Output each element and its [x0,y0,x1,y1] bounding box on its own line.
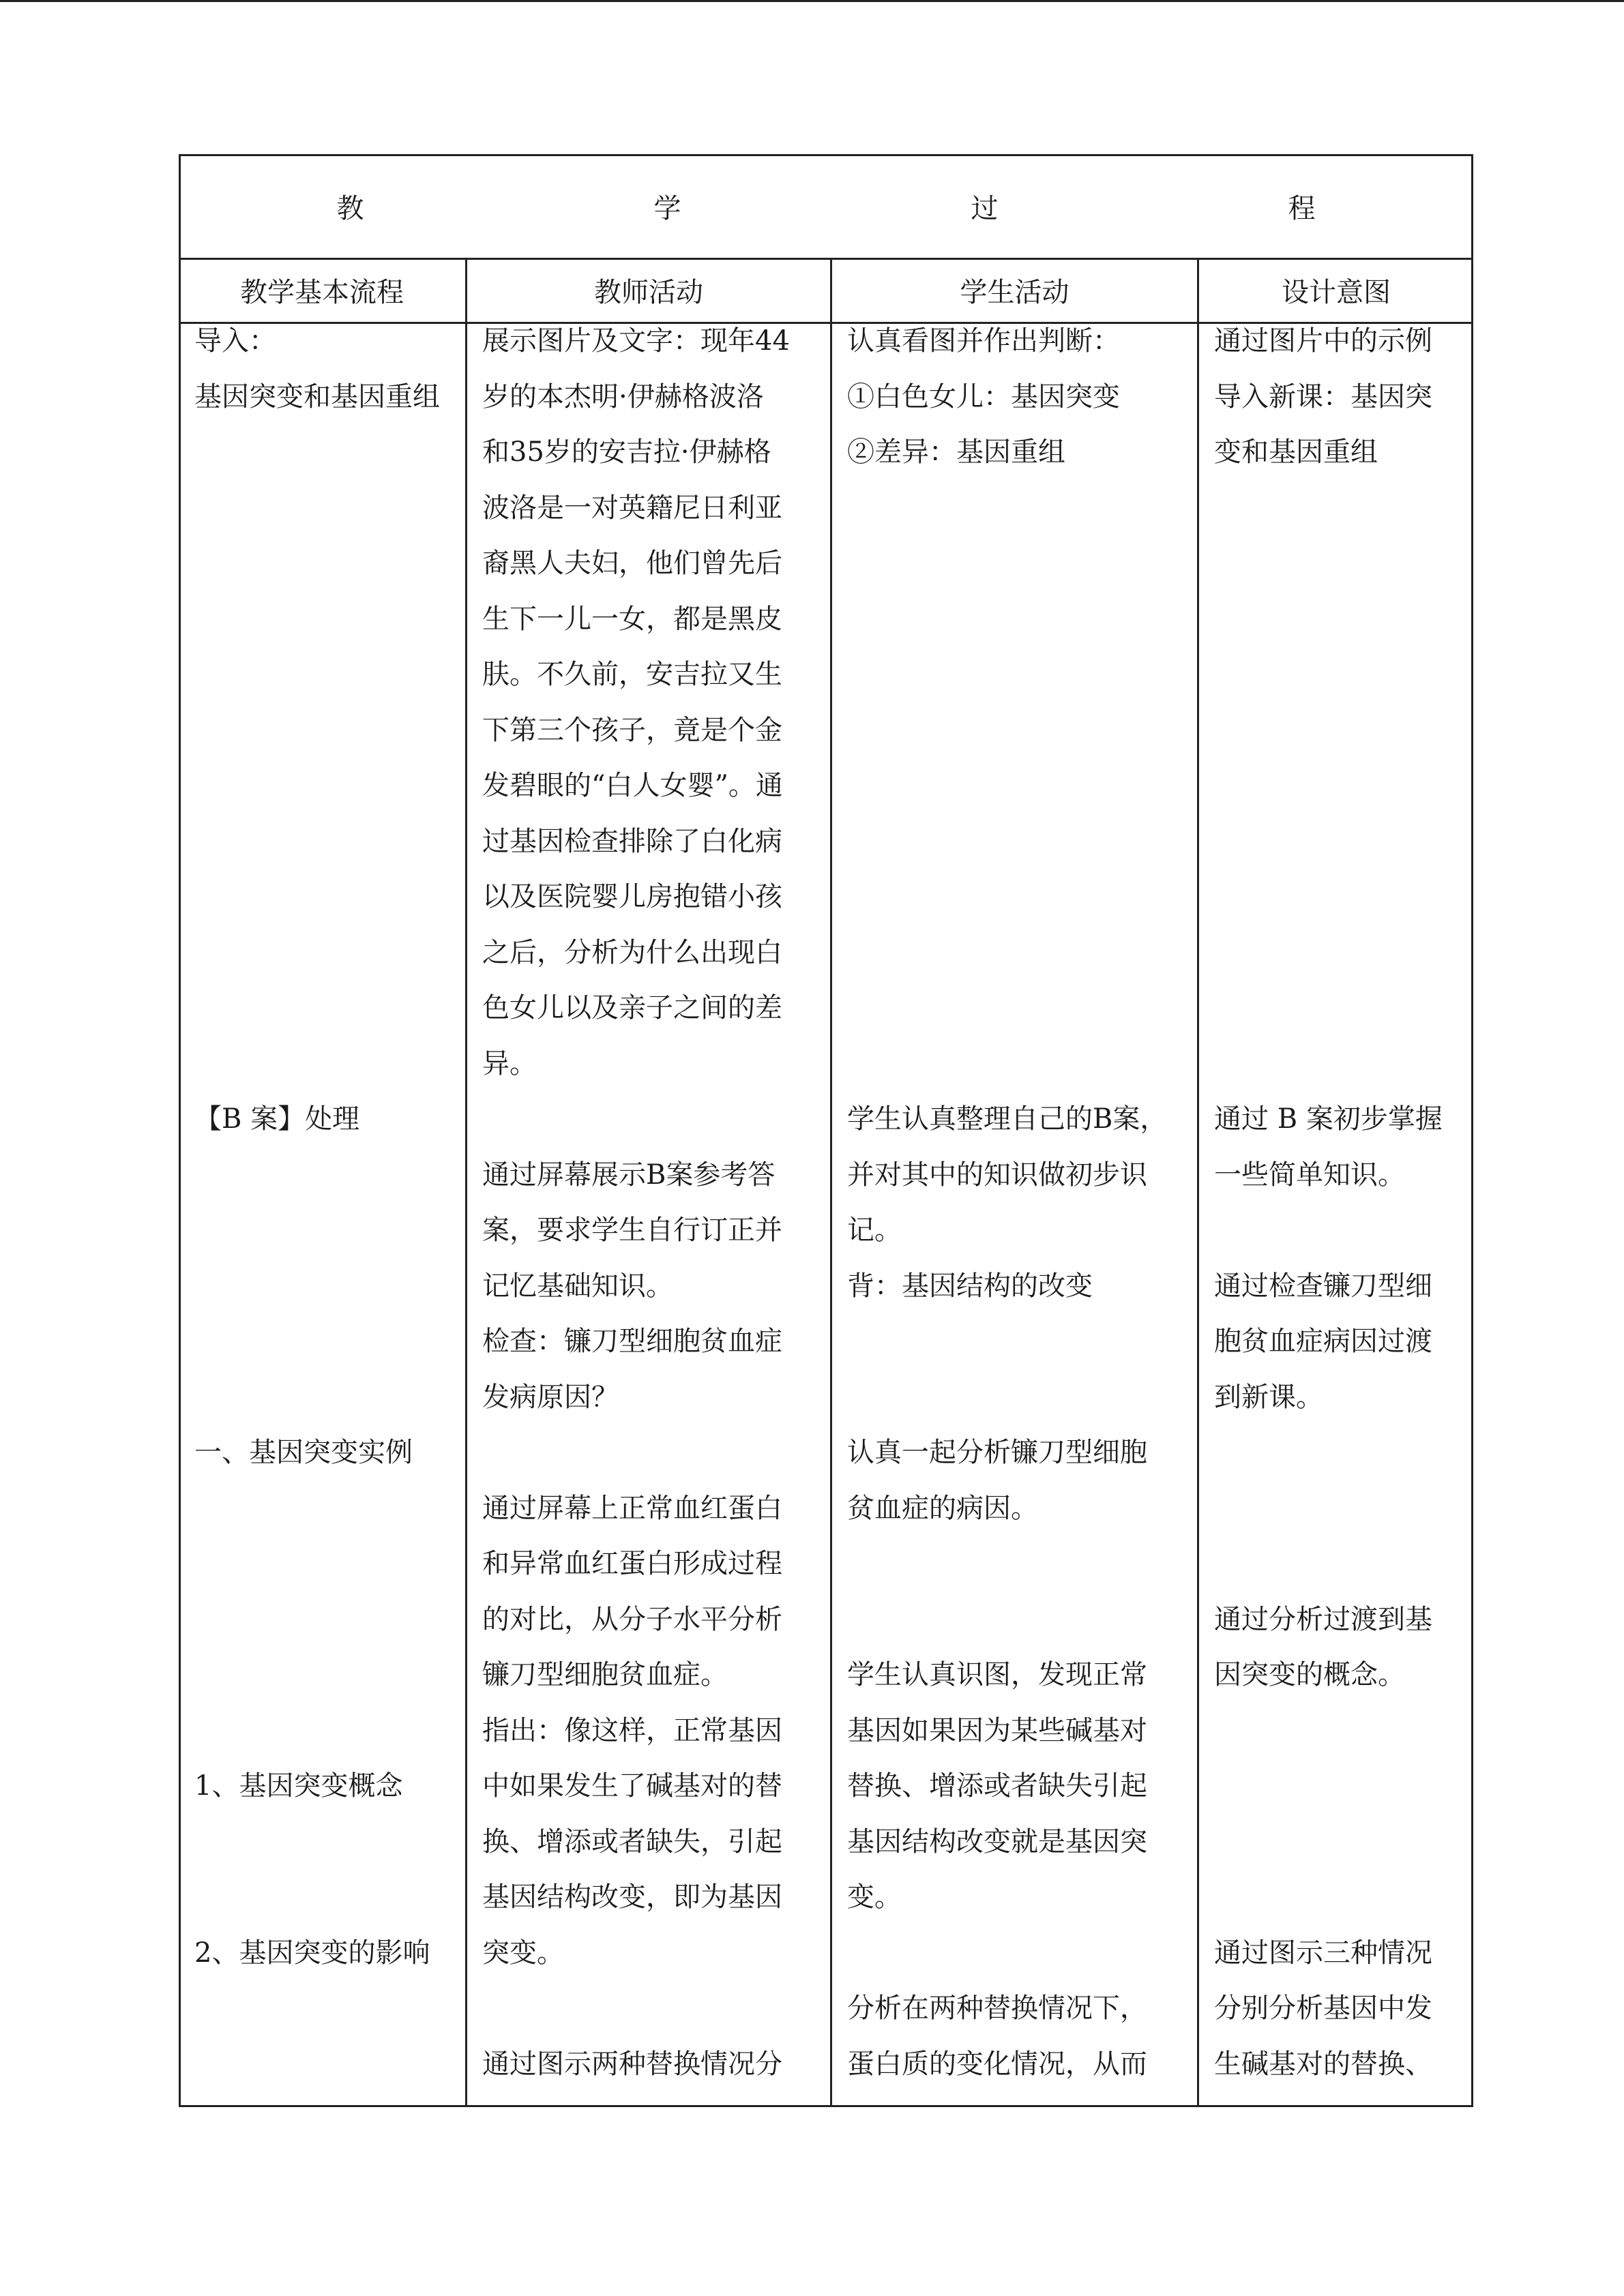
teacher-line: 异。 [482,1047,537,1079]
student-line: ①白色女儿：基因突变 [847,381,1120,413]
intent-line: 导入新课：基因突 [1214,381,1432,413]
page-top-rule [0,0,1624,2]
flow-line: 一、基因突变实例 [194,1437,413,1468]
student-line: 认真一起分析镰刀型细胞 [847,1437,1147,1468]
teacher-line: 裔黑人夫妇，他们曾先后 [482,548,782,579]
table-title: 教 学 过 程 [336,192,1394,224]
student-line: 贫血症的病因。 [847,1492,1038,1524]
student-line: ②差异：基因重组 [847,436,1065,468]
header-teacher: 教师活动 [594,276,703,308]
teacher-line: 指出：像这样，正常基因 [482,1714,782,1746]
intent-line: 通过图示三种情况 [1214,1937,1432,1969]
intent-line: 一些简单知识。 [1214,1159,1405,1191]
teacher-line: 和35岁的安吉拉·伊赫格 [482,436,771,468]
teacher-line: 记忆基础知识。 [482,1270,673,1302]
student-line: 记。 [847,1214,902,1246]
student-line: 学生认真识图，发现正常 [847,1659,1147,1690]
header-student: 学生活动 [960,276,1069,308]
student-line: 替换、增添或者缺失引起 [847,1770,1147,1802]
intent-line: 分别分析基因中发 [1214,1993,1432,2024]
teacher-line: 生下一儿一女，都是黑皮 [482,603,782,635]
teacher-line: 通过屏幕上正常血红蛋白 [482,1492,782,1524]
intent-line: 到新课。 [1214,1381,1323,1413]
teacher-line: 基因结构改变，即为基因 [482,1881,782,1913]
teacher-line: 展示图片及文字：现年44 [482,325,790,357]
teacher-line: 案，要求学生自行订正并 [482,1214,782,1246]
student-line: 变。 [847,1881,902,1913]
column-divider [830,258,832,2107]
student-line: 基因如果因为某些碱基对 [847,1714,1147,1746]
flow-line: 2、基因突变的影响 [194,1937,430,1969]
column-divider [465,258,467,2107]
header-flow: 教学基本流程 [240,276,404,308]
column-divider [1197,258,1199,2107]
student-line: 认真看图并作出判断： [847,325,1120,357]
teacher-line: 突变。 [482,1937,564,1969]
teacher-line: 波洛是一对英籍尼日利亚 [482,492,782,524]
teacher-line: 之后，分析为什么出现白 [482,936,782,968]
teacher-line: 过基因检查排除了白化病 [482,825,782,857]
teacher-line: 岁的本杰明·伊赫格波洛 [482,381,764,413]
teacher-line: 通过屏幕展示B案参考答 [482,1159,776,1191]
student-line: 学生认真整理自己的B案， [847,1103,1168,1135]
flow-line: 基因突变和基因重组 [194,381,440,413]
student-line: 并对其中的知识做初步识 [847,1159,1147,1191]
teacher-line: 发碧眼的“白人女婴”。通 [482,770,783,801]
intent-line: 通过检查镰刀型细 [1214,1270,1432,1302]
teacher-line: 色女儿以及亲子之间的差 [482,992,782,1024]
flow-line: 【B 案】处理 [194,1103,360,1135]
teacher-line: 中如果发生了碱基对的替 [482,1770,782,1802]
teacher-line: 发病原因？ [482,1381,619,1413]
teacher-line: 的对比，从分子水平分析 [482,1603,782,1635]
student-line: 蛋白质的变化情况，从而 [847,2048,1147,2080]
teacher-line: 检查：镰刀型细胞贫血症 [482,1326,782,1357]
intent-line: 通过图片中的示例 [1214,325,1432,357]
flow-line: 1、基因突变概念 [194,1770,403,1802]
intent-line: 因突变的概念。 [1214,1659,1405,1690]
teacher-line: 换、增添或者缺失，引起 [482,1825,782,1858]
intent-line: 变和基因重组 [1214,436,1378,468]
flow-line: 导入： [194,325,276,357]
intent-line: 生碱基对的替换、 [1214,2048,1432,2080]
student-line: 分析在两种替换情况下， [847,1993,1147,2024]
teacher-line: 肤。不久前，安吉拉又生 [482,659,782,690]
teacher-line: 镰刀型细胞贫血症。 [482,1659,728,1690]
teacher-line: 通过图示两种替换情况分 [482,2048,782,2080]
student-line: 基因结构改变就是基因突 [847,1825,1147,1858]
intent-line: 通过分析过渡到基 [1214,1603,1432,1635]
intent-line: 胞贫血症病因过渡 [1214,1326,1432,1357]
header-intent: 设计意图 [1282,276,1391,308]
header-divider [179,322,1473,324]
teacher-line: 以及医院婴儿房抱错小孩 [482,881,782,912]
student-line: 背：基因结构的改变 [847,1270,1093,1302]
teacher-line: 和异常血红蛋白形成过程 [482,1548,782,1579]
teacher-line: 下第三个孩子，竟是个金 [482,714,782,746]
intent-line: 通过 B 案初步掌握 [1214,1103,1443,1135]
